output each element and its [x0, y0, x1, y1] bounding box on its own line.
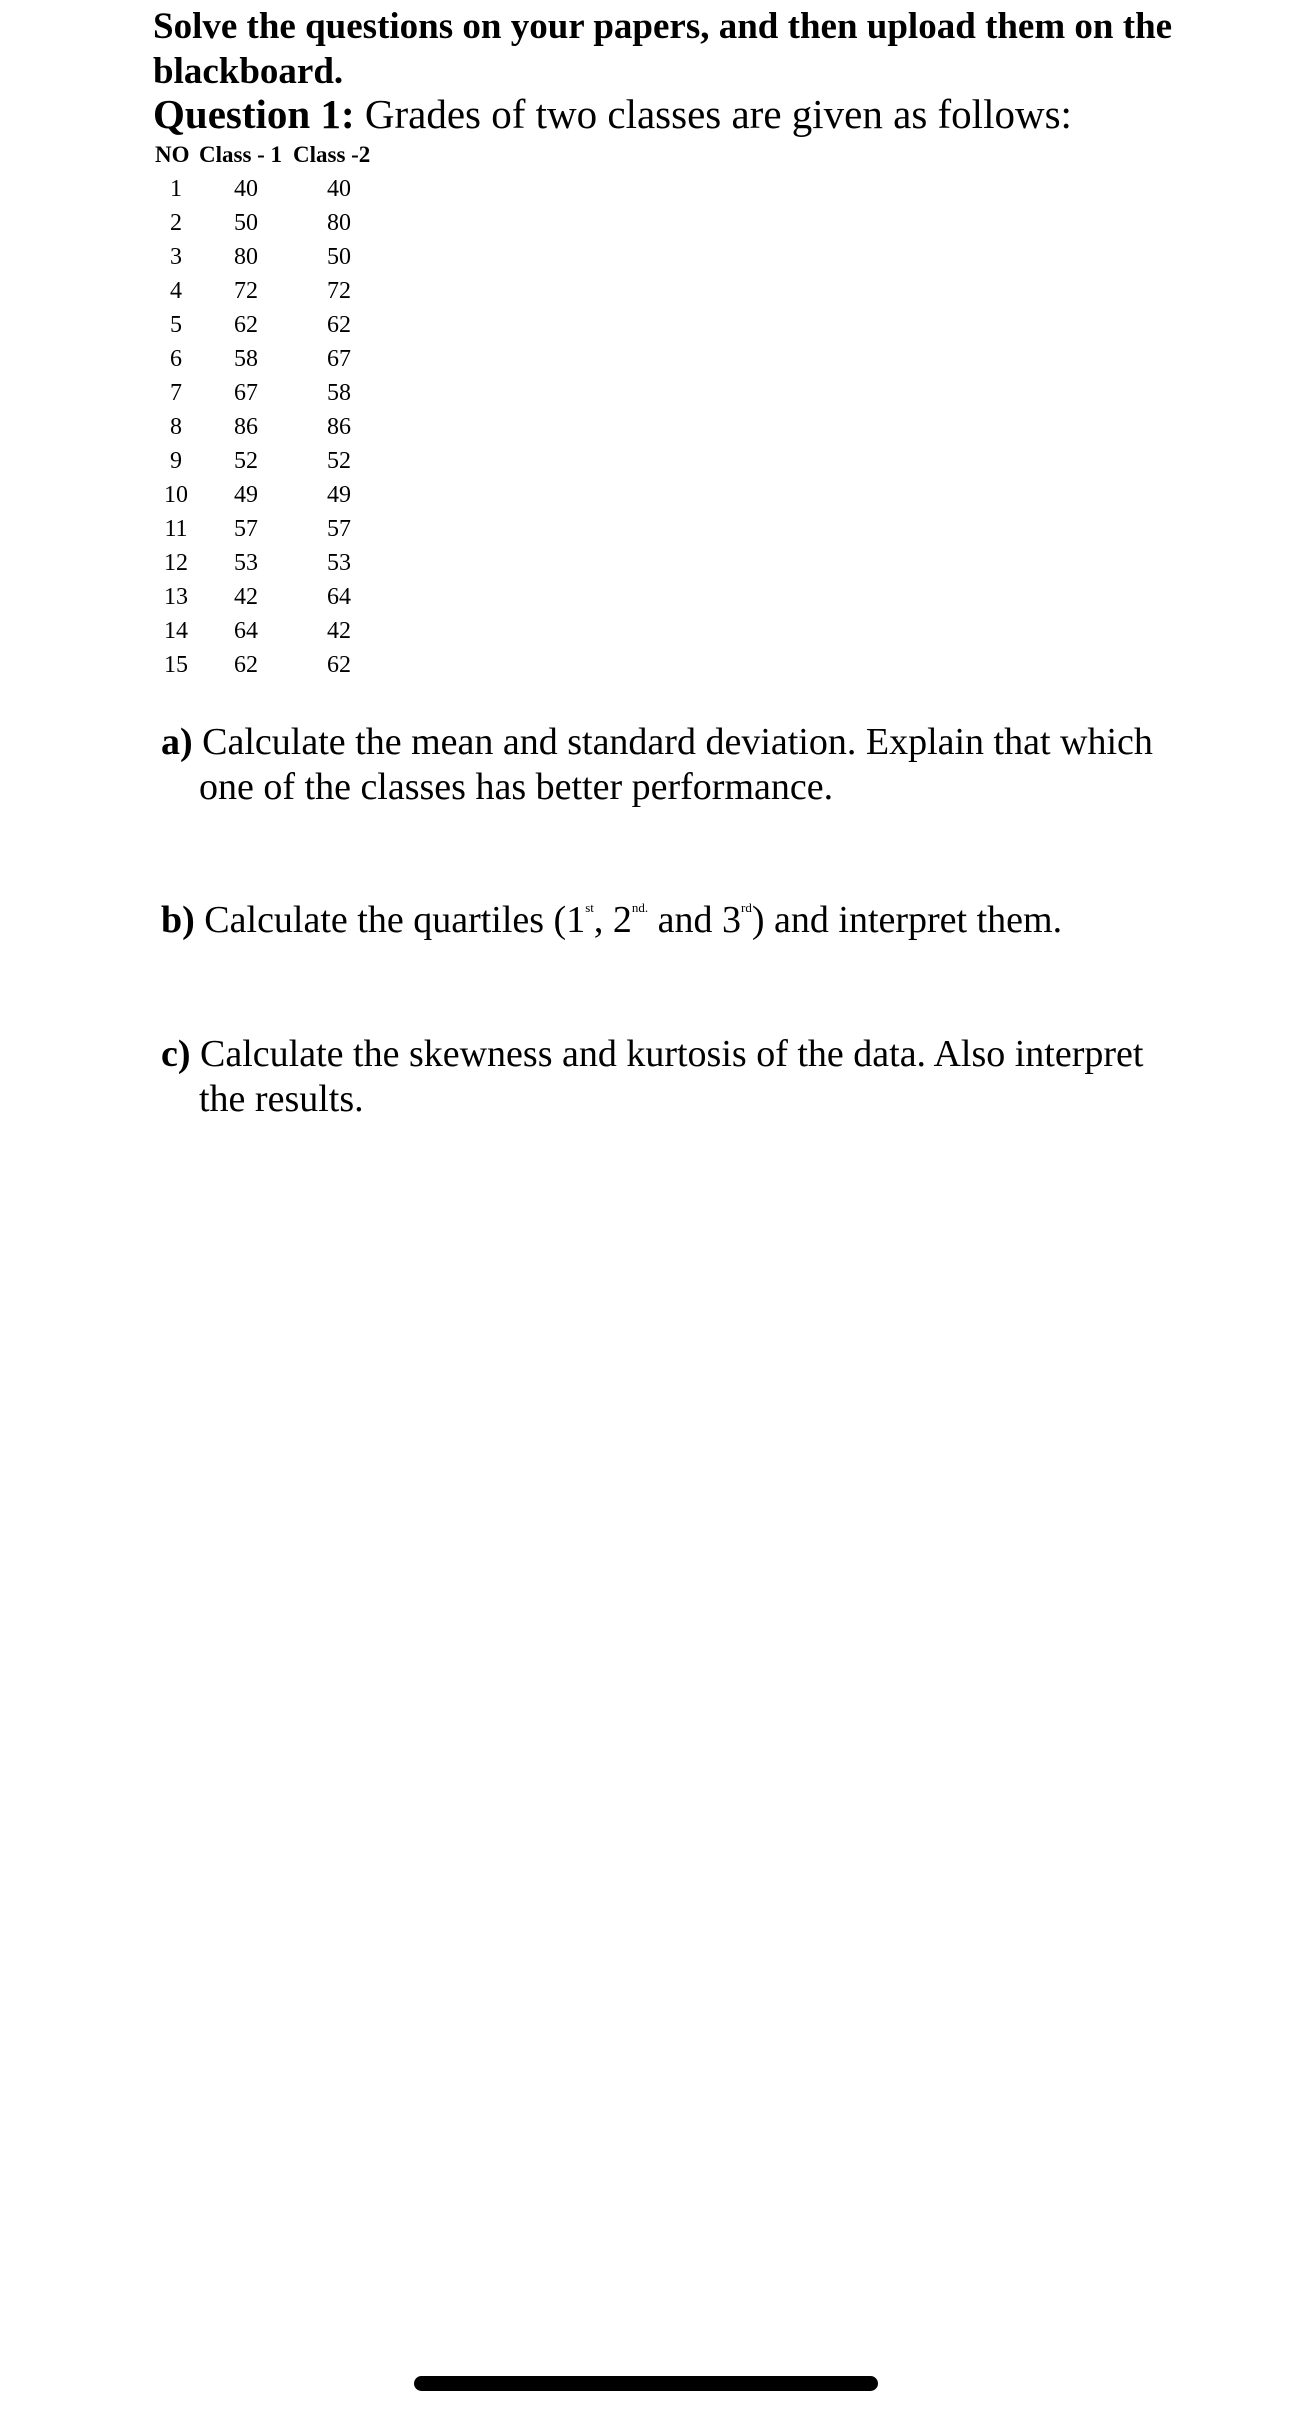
part-b-text-mid1: , 2 [593, 899, 632, 941]
part-b-text-start: Calculate the quartiles (1 [194, 899, 586, 941]
table-row [153, 172, 385, 206]
row-class-2-cell: 50 [327, 243, 351, 270]
table-row [153, 240, 385, 274]
row-class-2-cell: 62 [327, 311, 351, 338]
row-class-1-cell: 62 [234, 311, 258, 338]
row-class-1-cell: 40 [234, 175, 258, 202]
row-no-cell: 15 [164, 651, 188, 678]
part-c [161, 1032, 1199, 1122]
row-class-2-cell: 86 [327, 413, 351, 440]
part-a-label: a) [161, 721, 193, 763]
table-row [153, 206, 385, 240]
grades-body [153, 172, 385, 682]
row-class-2-cell: 64 [327, 583, 351, 610]
ordinal-st: st [585, 900, 594, 915]
row-class-1-cell: 49 [234, 481, 258, 508]
row-class-1-cell: 67 [234, 379, 258, 406]
part-a [161, 720, 1199, 810]
row-class-1-cell: 57 [234, 515, 258, 542]
row-class-1-cell: 64 [234, 617, 258, 644]
part-a-text: Calculate the mean and standard deviation. Explain that which one of the classes has better performance. [192, 721, 1153, 808]
row-class-2-cell: 62 [327, 651, 351, 678]
row-no-cell: 14 [164, 617, 188, 644]
header-class-1: Class - 1 [199, 142, 283, 167]
row-no-cell: 10 [164, 481, 188, 508]
row-no-cell: 13 [164, 583, 188, 610]
table-row [153, 478, 385, 512]
grades-table [153, 138, 385, 682]
table-row [153, 444, 385, 478]
header-no: NO [155, 142, 190, 167]
row-class-2-cell: 57 [327, 515, 351, 542]
row-class-1-cell: 86 [234, 413, 258, 440]
row-no-cell: 12 [164, 549, 188, 576]
row-class-2-cell: 53 [327, 549, 351, 576]
row-no-cell: 9 [170, 447, 182, 474]
row-no-cell: 6 [170, 345, 182, 372]
row-class-1-cell: 53 [234, 549, 258, 576]
header-class-2: Class -2 [293, 142, 371, 167]
row-class-1-cell: 80 [234, 243, 258, 270]
row-class-2-cell: 52 [327, 447, 351, 474]
row-no-cell: 2 [170, 209, 182, 236]
part-c-text: Calculate the skewness and kurtosis of the data. Also interpret the results. [190, 1033, 1144, 1120]
question-text: Grades of two classes are given as follows: [354, 91, 1072, 137]
part-c-label: c) [161, 1033, 191, 1075]
part-b [161, 898, 1199, 943]
table-row [153, 614, 385, 648]
row-class-2-cell: 72 [327, 277, 351, 304]
table-row [153, 308, 385, 342]
table-row [153, 376, 385, 410]
row-class-2-cell: 80 [327, 209, 351, 236]
home-indicator[interactable] [414, 2376, 878, 2391]
row-no-cell: 5 [170, 311, 182, 338]
table-row [153, 546, 385, 580]
row-no-cell: 1 [170, 175, 182, 202]
table-row [153, 410, 385, 444]
part-b-text-end: ) and interpret them. [751, 899, 1063, 941]
row-class-2-cell: 42 [327, 617, 351, 644]
table-row [153, 274, 385, 308]
ordinal-nd: nd. [631, 900, 649, 915]
row-class-1-cell: 58 [234, 345, 258, 372]
row-class-1-cell: 52 [234, 447, 258, 474]
table-row [153, 342, 385, 376]
part-b-text-mid2: and 3 [648, 899, 742, 941]
row-class-1-cell: 72 [234, 277, 258, 304]
question-label: Question 1: [153, 91, 355, 137]
part-b-label: b) [161, 899, 195, 941]
row-no-cell: 3 [170, 243, 182, 270]
row-class-1-cell: 62 [234, 651, 258, 678]
table-row [153, 512, 385, 546]
row-class-2-cell: 49 [327, 481, 351, 508]
instructions-heading: Solve the questions on your papers, and then upload them on the blackboard. [153, 6, 1173, 92]
row-class-2-cell: 67 [327, 345, 351, 372]
row-class-2-cell: 58 [327, 379, 351, 406]
table-row [153, 580, 385, 614]
row-class-1-cell: 42 [234, 583, 258, 610]
question-1 [153, 90, 1072, 138]
row-no-cell: 11 [164, 515, 188, 542]
row-no-cell: 7 [170, 379, 182, 406]
grades-header-row [153, 138, 385, 172]
row-no-cell: 4 [170, 277, 182, 304]
row-no-cell: 8 [170, 413, 182, 440]
row-class-2-cell: 40 [327, 175, 351, 202]
ordinal-rd: rd [741, 900, 752, 915]
table-row [153, 648, 385, 682]
row-class-1-cell: 50 [234, 209, 258, 236]
